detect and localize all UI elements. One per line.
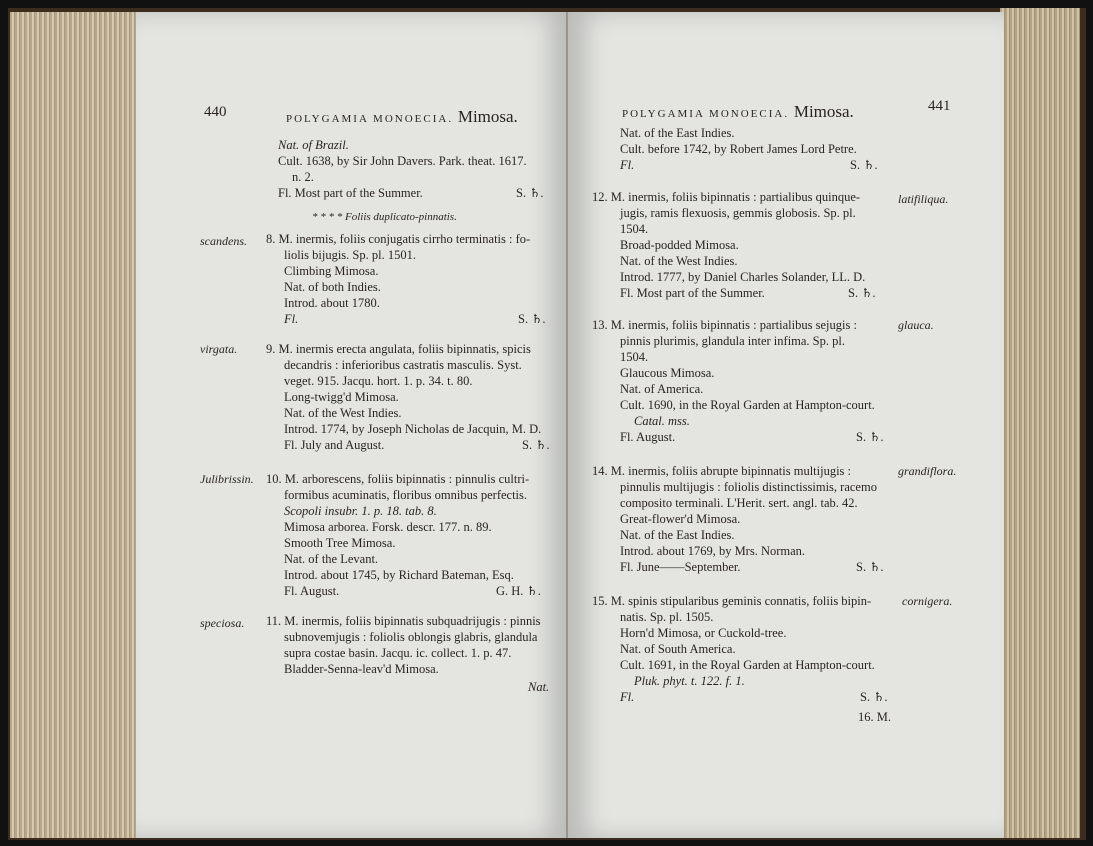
entry-line: G. H. ♄. [496,584,541,598]
entry-line: pinnis plurimis, glandula inter infima. Sp. pl. [620,334,845,348]
margin-note: Julibrissin. [200,472,254,486]
section-heading: * * * * Foliis duplicato-pinnatis. [312,211,457,223]
intro-line: Cult. 1638, by Sir John Davers. Park. theat. 1617. [278,154,527,168]
entry-line: S. ♄. [848,286,876,300]
margin-note: grandiflora. [898,464,957,478]
entry-line: S. ♄. [856,430,884,444]
page-edges-right [1000,8,1080,838]
entry-line: Climbing Mimosa. [284,264,379,278]
entry-line: Glaucous Mimosa. [620,366,715,380]
intro-line: Nat. of Brazil. [278,138,349,152]
entry-line: Cult. 1691, in the Royal Garden at Hampton-court. [620,658,875,672]
entry-line: jugis, ramis flexuosis, gemmis globosis. Sp. pl. [620,206,856,220]
entry-line: 13. M. inermis, foliis bipinnatis : partialibus sejugis : [592,318,857,332]
entry-line: Fl. Most part of the Summer. [620,286,765,300]
page-number: 440 [204,104,227,120]
entry-line: S. ♄. [518,312,546,326]
entry-line: Introd. 1774, by Joseph Nicholas de Jacquin, M. D. [284,422,542,436]
margin-note: latifiliqua. [898,192,949,206]
entry-line: Introd. about 1780. [284,296,380,310]
entry-line: Fl. August. [620,430,676,444]
catchword: Nat. [528,680,550,694]
intro-line: n. 2. [292,170,314,184]
entry-line: S. ♄. [522,438,550,452]
left-page [136,12,568,838]
entry-line: 14. M. inermis, foliis abrupte bipinnatis multijugis : [592,464,852,478]
entry-line: Smooth Tree Mimosa. [284,536,396,550]
entry-line: Introd. about 1769, by Mrs. Norman. [620,544,806,558]
entry-line: Nat. of the East Indies. [620,528,735,542]
intro-line: S. ♄. [516,186,544,200]
entry-line: Broad-podded Mimosa. [620,238,739,252]
margin-note: virgata. [200,342,238,356]
entry-line: veget. 915. Jacqu. hort. 1. p. 34. t. 80. [284,374,473,388]
entry-line: Nat. of the West Indies. [620,254,738,268]
right-page [568,12,1004,838]
entry-line: 11. M. inermis, foliis bipinnatis subquadrijugis : pinnis [266,614,541,628]
entry-line: pinnulis multijugis : foliolis distinctissimis, racemo [620,480,877,494]
intro-line: Cult. before 1742, by Robert James Lord Petre. [620,142,857,156]
intro-line: Fl. Most part of the Summer. [278,186,423,200]
entry-line: Mimosa arborea. Forsk. descr. 177. n. 89. [284,520,492,534]
entry-line: 1504. [620,350,649,364]
running-head: POLYGAMIA MONOECIA. Mimosa. [286,107,518,126]
entry-line: Nat. of South America. [620,642,736,656]
margin-note: speciosa. [200,616,245,630]
entry-line: Fl. August. [284,584,340,598]
entry-line: Bladder-Senna-leav'd Mimosa. [284,662,439,676]
entry-line: Fl. June——September. [620,560,741,574]
entry-line: Catal. mss. [634,414,690,428]
entry-line: Fl. [284,312,299,326]
catchword: 16. M. [858,710,891,724]
entry-line: Long-twigg'd Mimosa. [284,390,399,404]
entry-line: 15. M. spinis stipularibus geminis connatis, foliis bipin- [592,594,872,608]
intro-line: Fl. [620,158,635,172]
page-number: 441 [928,98,951,114]
entry-line: composito terminali. L'Herit. sert. angl. tab. 42. [620,496,858,510]
entry-line: Cult. 1690, in the Royal Garden at Hampton-court. [620,398,875,412]
entry-line: 8. M. inermis, foliis conjugatis cirrho terminatis : fo- [266,232,531,246]
entry-line: 9. M. inermis erecta angulata, foliis bipinnatis, spicis [266,342,531,356]
entry-line: 1504. [620,222,649,236]
entry-line: Nat. of the Levant. [284,552,379,566]
entry-line: Fl. July and August. [284,438,385,452]
entry-line: 10. M. arborescens, foliis bipinnatis : pinnulis cultri- [266,472,530,486]
page-edges-left [10,12,138,838]
entry-line: S. ♄. [860,690,888,704]
entry-line: Scopoli insubr. 1. p. 18. tab. 8. [284,504,437,518]
entry-line: Nat. of America. [620,382,704,396]
entry-line: subnovemjugis : foliolis oblongis glabris, glandula [284,630,538,644]
entry-line: Horn'd Mimosa, or Cuckold-tree. [620,626,787,640]
entry-line: Great-flower'd Mimosa. [620,512,741,526]
entry-line: Introd. 1777, by Daniel Charles Solander, LL. D. [620,270,866,284]
entry-line: Introd. about 1745, by Richard Bateman, Esq. [284,568,514,582]
entry-line: Nat. of both Indies. [284,280,381,294]
entry-line: Pluk. phyt. t. 122. f. 1. [634,674,745,688]
running-head: POLYGAMIA MONOECIA. Mimosa. [622,102,854,121]
entry-line: Nat. of the West Indies. [284,406,402,420]
intro-line: S. ♄. [850,158,878,172]
entry-line: decandris : inferioribus castratis masculis. Syst. [284,358,522,372]
entry-line: Fl. [620,690,635,704]
margin-note: cornigera. [902,594,953,608]
entry-line: 12. M. inermis, foliis bipinnatis : partialibus quinque- [592,190,861,204]
margin-note: scandens. [200,234,247,248]
margin-note: glauca. [898,318,934,332]
entry-line: S. ♄. [856,560,884,574]
entry-line: natis. Sp. pl. 1505. [620,610,714,624]
intro-line: Nat. of the East Indies. [620,126,735,140]
entry-line: formibus acuminatis, floribus omnibus perfectis. [284,488,528,502]
entry-line: liolis bijugis. Sp. pl. 1501. [284,248,416,262]
entry-line: supra costae basin. Jacqu. ic. collect. 1. p. 47. [284,646,512,660]
